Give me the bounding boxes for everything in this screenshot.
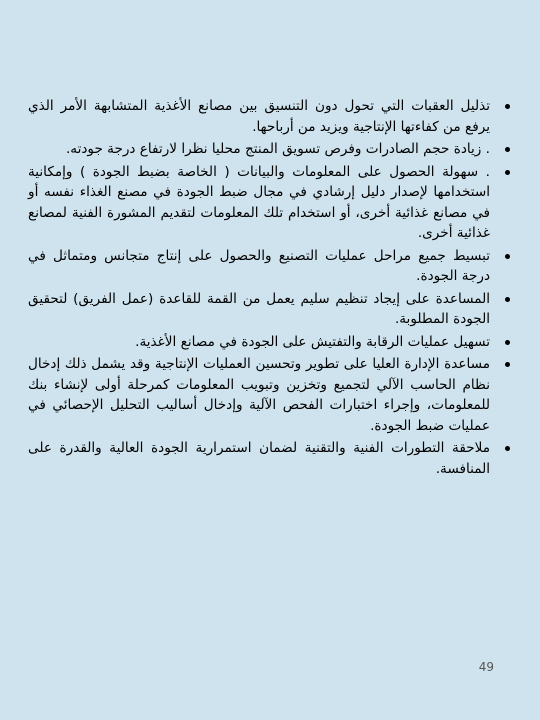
bullet-item	[28, 438, 512, 479]
bullet-icon	[505, 446, 510, 451]
bullet-text: مساعدة الإدارة العليا على تطوير وتحسين العمليات الإنتاجية وقد يشمل ذلك إدخال نظام الحاسب الآلي لتجميع وتخزين وتبويب المعلومات كمرحلة أولى لإنشاء بنك للمعلومات، وإجراء اختبارات الفحص الآلية وإدخال أساليب التحليل الإحصائي في عمليات ضبط الجودة.	[28, 356, 490, 434]
bullet-text: تسهيل عمليات الرقابة والتفتيش على الجودة في مصانع الأغذية.	[135, 333, 490, 350]
benefits-bullet-list	[28, 96, 512, 479]
bullet-item	[28, 162, 512, 244]
bullet-icon	[505, 170, 510, 175]
bullet-icon	[505, 362, 510, 367]
bullet-item	[28, 139, 512, 160]
bullet-icon	[505, 254, 510, 259]
bullet-text: تبسيط جميع مراحل عمليات التصنيع والحصول على إنتاج متجانس ومتماثل في درجة الجودة.	[28, 247, 490, 284]
bullet-icon	[505, 297, 510, 302]
bullet-icon	[505, 340, 510, 345]
bullet-text: . زيادة حجم الصادرات وفرص تسويق المنتج محليا نظرا لارتفاع درجة جودته.	[65, 141, 490, 157]
bullet-icon	[505, 147, 510, 152]
bullet-item	[28, 332, 512, 353]
bullet-text: . سهولة الحصول على المعلومات والبيانات ( الخاصة بضبط الجودة ) وإمكانية استخدامها لإصدار دليل إرشادي في مجال ضبط الجودة في مصنع الغذاء نفسه أو في مصانع غذائية أخرى، أو استخدام تلك المعلومات لتقديم المشورة الفنية لمصانع غذائية أخرى.	[28, 163, 490, 241]
bullet-text: ملاحقة التطورات الفنية والتقنية لضمان استمرارية الجودة العالية والقدرة على المنافسة.	[28, 440, 490, 477]
page-number: 49	[478, 660, 494, 674]
bullet-text: تذليل العقبات التي تحول دون التنسيق بين مصانع الأغذية المتشابهة الأمر الذي يرفع من كفاءتها الإنتاجية ويزيد من أرباحها.	[28, 98, 490, 135]
bullet-item	[28, 354, 512, 436]
bullet-item	[28, 96, 512, 137]
bullet-text: المساعدة على إيجاد تنظيم سليم يعمل من القمة للقاعدة (عمل الفريق) لتحقيق الجودة المطلوبة.	[28, 290, 490, 327]
bullet-item	[28, 289, 512, 330]
bullet-item	[28, 246, 512, 287]
bullet-icon	[505, 104, 510, 109]
